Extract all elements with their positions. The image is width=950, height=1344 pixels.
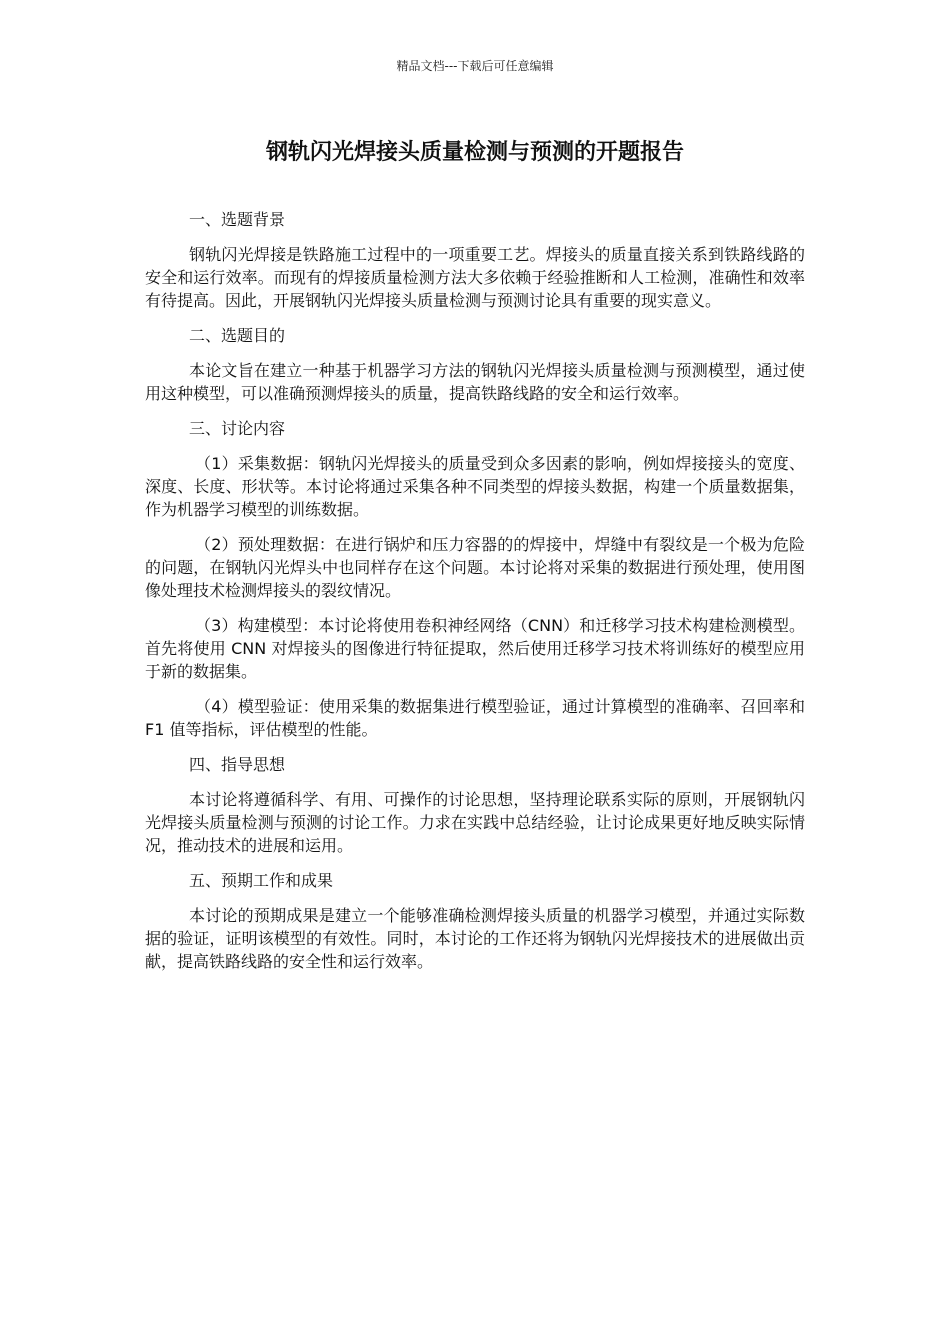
section-heading-expected: 五、预期工作和成果 bbox=[189, 871, 334, 890]
paragraph-guidance: 本讨论将遵循科学、有用、可操作的讨论思想，坚持理论联系实际的原则，开展钢轨闪光焊接头质量检测与预测的讨论工作。力求在实践中总结经验，让讨论成果更好地反映实际情况，推动技术的进展和运用。 bbox=[145, 790, 805, 855]
section-heading-background: 一、选题背景 bbox=[189, 210, 286, 229]
content-item-preprocess-data: （2）预处理数据：在进行锅炉和压力容器的的焊接中，焊缝中有裂纹是一个极为危险的问题，在钢轨闪光焊头中也同样存在这个问题。本讨论将对采集的数据进行预处理，使用图像处理技术检测焊接头的裂纹情况。 bbox=[145, 535, 805, 600]
section-heading-guidance: 四、指导思想 bbox=[189, 755, 286, 774]
page-header: 精品文档---下载后可任意编辑 bbox=[396, 59, 554, 73]
paragraph-expected: 本讨论的预期成果是建立一个能够准确检测焊接头质量的机器学习模型，并通过实际数据的验证，证明该模型的有效性。同时，本讨论的工作还将为钢轨闪光焊接技术的进展做出贡献，提高铁路线路的安全性和运行效率。 bbox=[145, 906, 805, 971]
content-item-collect-data: （1）采集数据：钢轨闪光焊接头的质量受到众多因素的影响，例如焊接接头的宽度、深度、长度、形状等。本讨论将通过采集各种不同类型的焊接头数据，构建一个质量数据集，作为机器学习模型的训练数据。 bbox=[145, 454, 805, 519]
paragraph-purpose: 本论文旨在建立一种基于机器学习方法的钢轨闪光焊接头质量检测与预测模型，通过使用这种模型，可以准确预测焊接头的质量，提高铁路线路的安全和运行效率。 bbox=[145, 361, 805, 403]
section-heading-content: 三、讨论内容 bbox=[189, 419, 286, 438]
paragraph-background: 钢轨闪光焊接是铁路施工过程中的一项重要工艺。焊接头的质量直接关系到铁路线路的安全和运行效率。而现有的焊接质量检测方法大多依赖于经验推断和人工检测，准确性和效率有待提高。因此，开展钢轨闪光焊接头质量检测与预测讨论具有重要的现实意义。 bbox=[145, 245, 805, 310]
document-body bbox=[145, 208, 805, 985]
content-item-build-model: （3）构建模型：本讨论将使用卷积神经网络（CNN）和迁移学习技术构建检测模型。首先将使用 CNN 对焊接头的图像进行特征提取，然后使用迁移学习技术将训练好的模型应用于新的数据集。 bbox=[145, 616, 805, 681]
document-title: 钢轨闪光焊接头质量检测与预测的开题报告 bbox=[265, 140, 684, 165]
content-item-validate-model: （4）模型验证：使用采集的数据集进行模型验证，通过计算模型的准确率、召回率和 F1 值等指标，评估模型的性能。 bbox=[145, 697, 805, 739]
section-heading-purpose: 二、选题目的 bbox=[189, 326, 286, 345]
